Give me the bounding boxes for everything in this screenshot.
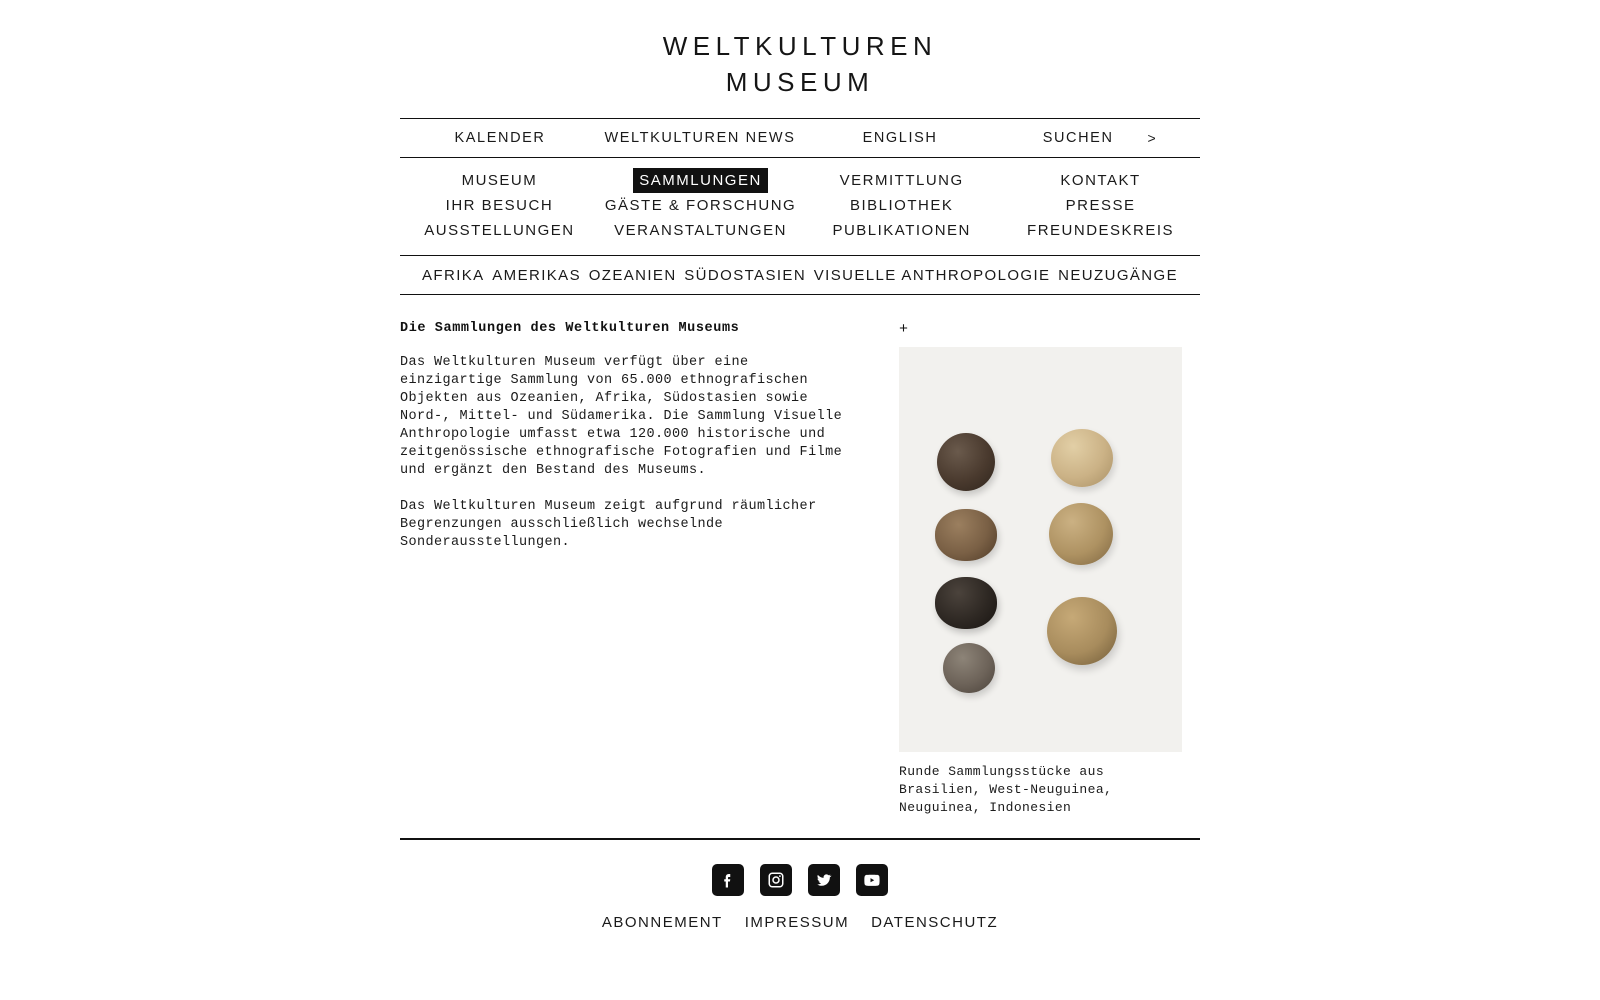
article-paragraph-2: Das Weltkulturen Museum zeigt aufgrund räumlicher Begrenzungen ausschließlich wechselnde Sonderausstellungen. [400, 499, 817, 550]
twitter-icon[interactable] [808, 864, 840, 896]
main-nav-item-kontakt[interactable]: KONTAKT [1060, 172, 1141, 189]
footer-link-abonnement[interactable]: ABONNEMENT [601, 914, 723, 931]
footer-link-impressum[interactable]: IMPRESSUM [744, 914, 850, 931]
main-nav-item-ihr-besuch[interactable]: IHR BESUCH [445, 197, 554, 214]
main-nav-item-museum[interactable]: MUSEUM [461, 172, 538, 189]
photo-object-1 [937, 433, 995, 491]
photo-object-4 [1049, 503, 1113, 565]
main-nav [400, 158, 1200, 255]
main-nav-column-4 [1001, 168, 1200, 243]
region-nav-item-ozeanien[interactable]: OZEANIEN [588, 266, 677, 284]
main-nav-column-2 [599, 168, 802, 243]
page-title: Die Sammlungen des Weltkulturen Museums [400, 321, 740, 336]
figure-caption: Runde Sammlungsstücke aus Brasilien, West-Neuguinea, Neuguinea, Indonesien [899, 764, 1113, 815]
collection-photo [899, 347, 1182, 752]
figure [899, 347, 1199, 817]
site-title-line-1: WELTKULTUREN [662, 31, 938, 61]
main-nav-column-3 [802, 168, 1001, 243]
main-content [400, 321, 1200, 817]
main-nav-item-freundeskreis[interactable]: FREUNDESKREIS [1027, 222, 1175, 239]
main-nav-column-1 [400, 168, 599, 243]
photo-object-7 [943, 643, 995, 693]
main-nav-item-presse[interactable]: PRESSE [1065, 197, 1136, 214]
site-footer [400, 838, 1200, 931]
footer-links [400, 914, 1200, 931]
main-nav-item-ausstellungen[interactable]: AUSSTELLUNGEN [424, 222, 575, 239]
article-column [400, 321, 855, 817]
search-label[interactable]: SUCHEN [1042, 130, 1114, 146]
instagram-icon[interactable] [760, 864, 792, 896]
main-nav-item-vermittlung[interactable]: VERMITTLUNG [839, 172, 964, 189]
region-nav-item-afrika[interactable]: AFRIKA [422, 266, 485, 284]
main-nav-item-publikationen[interactable]: PUBLIKATIONEN [832, 222, 971, 239]
search-control[interactable] [1000, 130, 1200, 146]
nav-divider-regions-bottom [400, 294, 1200, 295]
region-nav [400, 256, 1200, 294]
photo-object-5 [935, 577, 997, 629]
region-nav-item-amerikas[interactable]: AMERIKAS [492, 266, 581, 284]
facebook-icon[interactable] [712, 864, 744, 896]
site-title-line-2: MUSEUM [725, 67, 875, 97]
site-masthead [0, 0, 1600, 100]
youtube-icon[interactable] [856, 864, 888, 896]
photo-object-6 [1047, 597, 1117, 665]
photo-object-3 [935, 509, 997, 561]
region-nav-item-neuzugaenge[interactable]: NEUZUGÄNGE [1058, 266, 1178, 284]
utility-nav-item-english[interactable]: ENGLISH [862, 130, 938, 146]
main-nav-item-bibliothek[interactable]: BIBLIOTHEK [849, 197, 954, 214]
social-links [400, 864, 1200, 896]
utility-nav [400, 119, 1200, 157]
media-column [899, 321, 1199, 817]
footer-divider [400, 838, 1200, 840]
region-nav-item-visuelle-anthropologie[interactable]: VISUELLE ANTHROPOLOGIE [813, 266, 1051, 284]
expand-toggle-icon[interactable]: + [899, 321, 909, 338]
main-nav-item-gaeste-forschung[interactable]: GÄSTE & FORSCHUNG [604, 197, 797, 214]
main-nav-item-veranstaltungen[interactable]: VERANSTALTUNGEN [614, 222, 787, 239]
main-nav-item-sammlungen[interactable]: SAMMLUNGEN [633, 168, 768, 193]
region-nav-item-suedostasien[interactable]: SÜDOSTASIEN [684, 266, 807, 284]
photo-object-2 [1051, 429, 1113, 487]
article-paragraph-1: Das Weltkulturen Museum verfügt über eine einzigartige Sammlung von 65.000 ethnografischen Objekten aus Ozeanien, Afrika, Südostasien sowie Nord-, Mittel- und Südamerika. Die Sammlung Visuelle Anthropologie umfasst etwa 120.000 historische und zeitgenössische ethnografische Fotografien und Filme und ergänzt den Bestand des Museums. [400, 355, 843, 478]
search-submit-arrow-icon[interactable]: > [1147, 130, 1158, 146]
utility-nav-item-news[interactable]: WELTKULTUREN NEWS [604, 130, 796, 146]
footer-link-datenschutz[interactable]: DATENSCHUTZ [871, 914, 999, 931]
site-navigation [400, 118, 1200, 295]
utility-nav-item-kalender[interactable]: KALENDER [454, 130, 546, 146]
